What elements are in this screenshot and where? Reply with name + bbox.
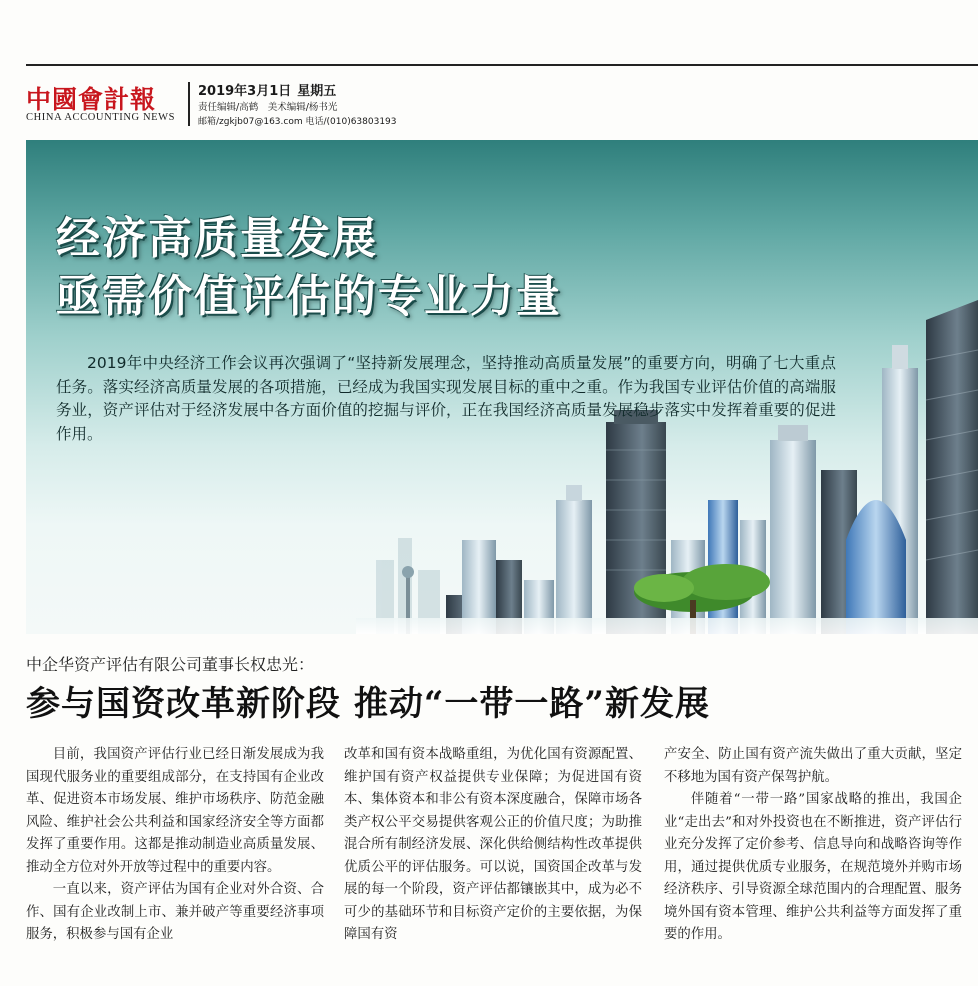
banner-title-line2: 亟需价值评估的专业力量 <box>56 271 562 322</box>
article-column-1 <box>26 744 324 974</box>
paragraph: 改革和国有资本战略重组，为优化国有资源配置、维护国有资产权益提供专业保障；为促进国有资本、集体资本和非公有资本深度融合，保障市场各类产权公平交易提供客观公正的价值尺度；为助推混合所有制经济发展、深化供给侧结构性改革提供优质公平的评估服务。可以说，国资国企改革与发展的每一个阶段，资产评估都镶嵌其中，成为必不可少的基础环节和目标资产定价的主要依据，为保障国有资 <box>344 747 642 942</box>
banner-title <box>56 210 562 326</box>
top-rule <box>26 64 978 66</box>
article-headline: 参与国资改革新阶段 推动“一带一路”新发展 <box>26 684 710 724</box>
banner-title-line1: 经济高质量发展 <box>56 213 378 264</box>
paragraph: 目前，我国资产评估行业已经日渐发展成为我国现代服务业的重要组成部分，在支持国有企业改革、促进资本市场发展、维护市场秩序、防范金融风险、维护社会公共利益和国家经济安全等方面都发挥了重要作用。这都是推动制造业高质量发展、推动全方位对外开放等过程中的重要内容。 <box>26 747 324 875</box>
newspaper-logo: 中國會計報 <box>26 85 157 114</box>
article-kicker: 中企华资产评估有限公司董事长权忠光： <box>26 655 315 674</box>
paragraph: 一直以来，资产评估为国有企业对外合资、合作、国有企业改制上市、兼并破产等重要经济事项服务，积极参与国有企业 <box>26 882 324 942</box>
paragraph: 伴随着“一带一路”国家战略的推出，我国企业“走出去”和对外投资也在不断推进，资产评估行业充分发挥了定价参考、信息导向和战略咨询等作用，通过提供优质专业服务，在规范境外并购市场经济秩序、引导资源全球范围内的合理配置、服务境外国有资本管理、维护公共利益等方面发挥了重要的作用。 <box>664 792 962 942</box>
newspaper-logo-english: CHINA ACCOUNTING NEWS <box>26 112 176 123</box>
editors-line: 责任编辑/高鹤 美术编辑/杨书光 <box>198 102 338 113</box>
contacts-line: 邮箱/zgkjb07@163.com 电话/(010)63803193 <box>198 117 397 127</box>
article-column-2 <box>344 744 642 974</box>
paragraph: 产安全、防止国有资产流失做出了重大贡献，坚定不移地为国有资产保驾护航。 <box>664 747 962 785</box>
issue-date <box>198 80 342 99</box>
article-column-3 <box>664 744 962 974</box>
banner-intro-paragraph: 2019年中央经济工作会议再次强调了“坚持新发展理念，坚持推动高质量发展”的重要方向，明确了七大重点任务。落实经济高质量发展的各项措施，已经成为我国实现发展目标的重中之重。作为我国专业评估价值的高端服务业，资产评估对于经济发展中各方面价值的挖掘与评价，正在我国经济高质量发展稳步落实中发挥着重要的促进作用。 <box>56 354 836 443</box>
issue-date-value: 2019年3月1日 <box>198 84 292 99</box>
masthead-divider <box>188 82 190 126</box>
masthead <box>26 78 586 132</box>
issue-weekday: 星期五 <box>297 84 337 99</box>
feature-banner <box>26 140 978 634</box>
